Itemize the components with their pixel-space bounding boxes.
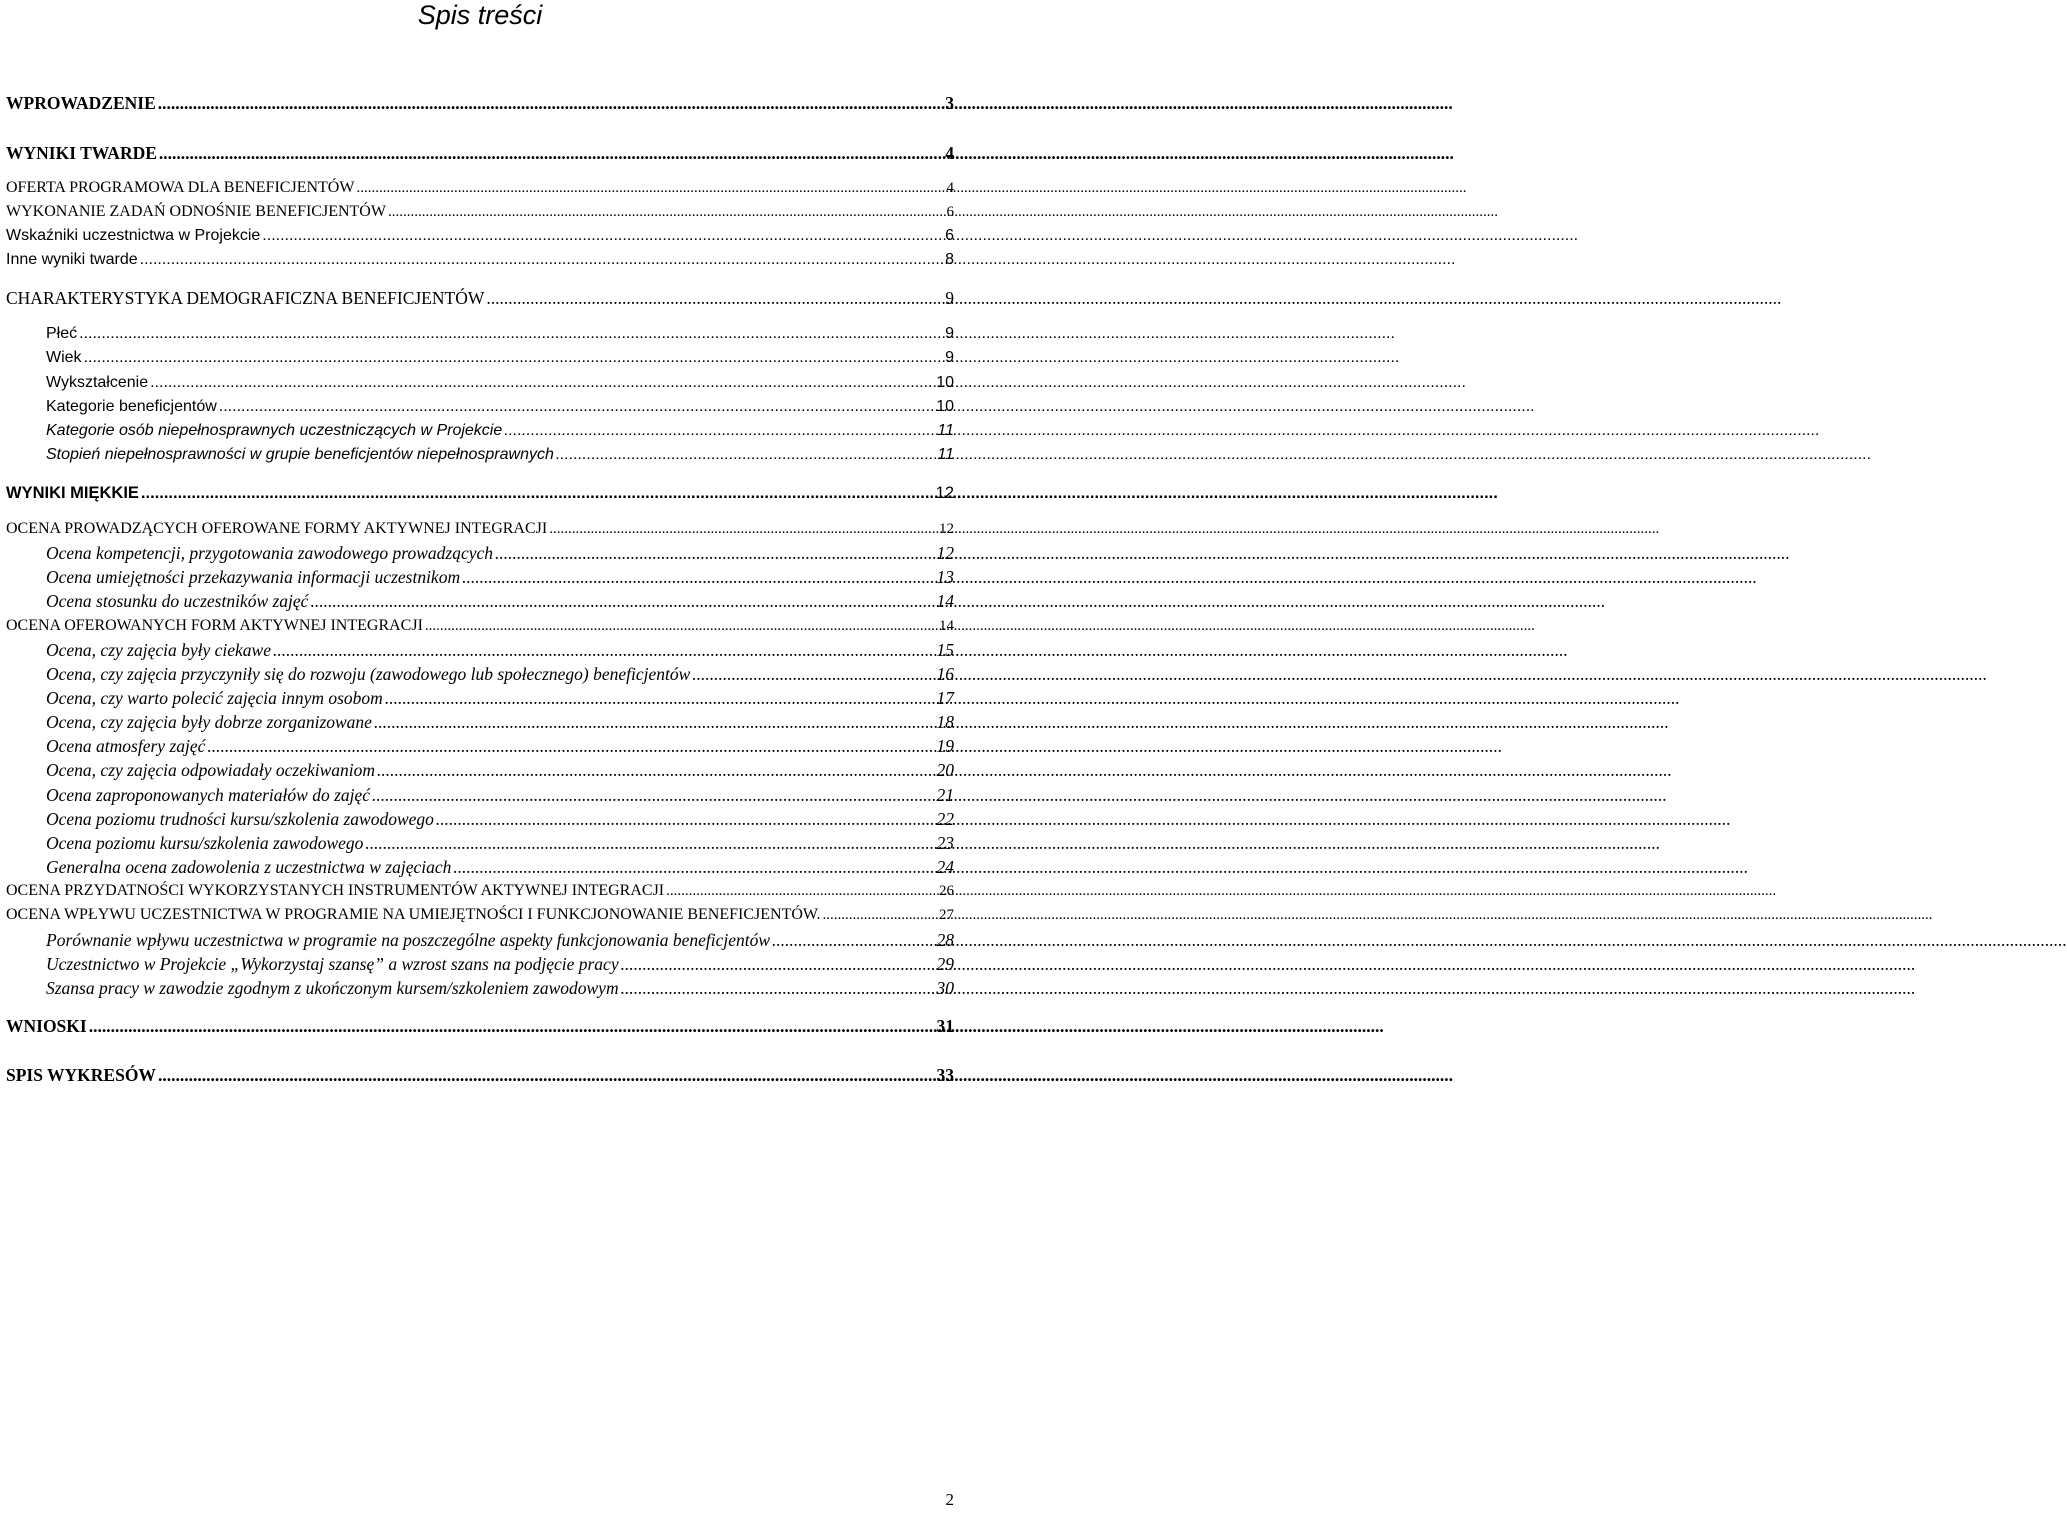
toc-entry-title: Kategorie beneficjentów	[46, 398, 217, 415]
toc-entry-page: 9	[945, 288, 954, 308]
dot-leader	[310, 590, 934, 612]
toc-entry-ocena-umiejetnosci-przekazywania[interactable]	[46, 566, 954, 588]
dot-leader	[772, 929, 934, 951]
toc-entry-page: 9	[945, 325, 954, 342]
page-number: 2	[945, 1490, 954, 1509]
toc-entry-title: Ocena, czy zajęcia były ciekawe	[46, 640, 271, 660]
toc-entry-page: 23	[936, 833, 954, 853]
toc-entry-page: 10	[936, 398, 954, 415]
toc-entry-page: 4	[945, 143, 954, 163]
toc-entry-page: 12	[935, 484, 954, 502]
dot-leader	[207, 735, 934, 757]
toc-entry-page: 4	[946, 180, 954, 196]
toc-entry-title: Generalna ocena zadowolenia z uczestnictwa w zajęciach	[46, 857, 452, 877]
toc-entry-title: Płeć	[46, 325, 78, 342]
dot-leader	[158, 92, 944, 114]
dot-leader	[462, 566, 934, 588]
toc-entry-title: WPROWADZENIE	[6, 93, 156, 113]
toc-entry-page: 12	[939, 521, 954, 537]
toc-entry-page: 19	[936, 736, 954, 756]
toc-entry-title: WYNIKI MIĘKKIE	[6, 484, 139, 502]
dot-leader	[365, 832, 934, 854]
dot-leader	[504, 420, 935, 442]
toc-entry-title: WNIOSKI	[6, 1016, 87, 1036]
toc-entry-wykonanie-zadan[interactable]	[6, 201, 954, 223]
toc-entry-poziom-trudnosci[interactable]	[46, 808, 954, 830]
toc-entry-zajecia-rozwoj[interactable]	[46, 663, 954, 685]
toc-entry-page: 12	[936, 543, 954, 563]
toc-entry-page: 33	[936, 1065, 954, 1085]
toc-entry-stopien-niepelnosprawnosci[interactable]	[46, 444, 954, 466]
dot-leader	[356, 177, 944, 199]
toc-entry-title: OFERTA PROGRAMOWA DLA BENEFICJENTÓW	[6, 179, 355, 196]
toc-entry-page: 28	[936, 930, 954, 950]
dot-leader	[388, 201, 945, 223]
toc-entry-title: Inne wyniki twarde	[6, 251, 138, 268]
toc-entry-title: OCENA WPŁYWU UCZESTNICTWA W PROGRAMIE NA UMIEJĘTNOŚCI I FUNKCJONOWANIE BENEFICJENTÓW.	[6, 906, 821, 923]
toc-entry-inne-wyniki-twarde[interactable]	[6, 249, 954, 271]
toc-entry-kategorie-osob-niepelnosprawnych[interactable]	[46, 420, 954, 442]
toc-entry-title: Ocena umiejętności przekazywania informacji uczestnikom	[46, 567, 461, 587]
toc-entry-title: OCENA PROWADZĄCYCH OFEROWANE FORMY AKTYWNEJ INTEGRACJI	[6, 520, 548, 537]
toc-entry-title: Szansa pracy w zawodzie zgodnym z ukończonym kursem/szkoleniem zawodowym	[46, 978, 619, 998]
toc-entry-dobrze-zorganizowane[interactable]	[46, 711, 954, 733]
toc-entry-title: CHARAKTERYSTYKA DEMOGRAFICZNA BENEFICJENTÓW	[6, 288, 485, 308]
dot-leader	[556, 444, 936, 466]
toc-entry-wyksztalcenie[interactable]	[46, 372, 954, 394]
toc-entry-page: 16	[936, 664, 954, 684]
dot-leader	[823, 904, 937, 926]
toc-entry-wnioski[interactable]	[6, 1015, 954, 1037]
toc-entry-page: 29	[936, 954, 954, 974]
toc-entry-ocena-prowadzacych[interactable]	[6, 518, 954, 540]
toc-entry-page: 11	[937, 422, 954, 439]
dot-leader	[150, 372, 934, 394]
toc-entry-charakterystyka-demograficzna[interactable]	[6, 287, 954, 309]
dot-leader	[372, 784, 934, 806]
dot-leader	[621, 977, 935, 999]
toc-entry-title: Ocena poziomu trudności kursu/szkolenia zawodowego	[46, 809, 434, 829]
toc-entry-plec[interactable]	[46, 323, 954, 345]
toc-entry-page: 26	[939, 883, 954, 899]
dot-leader	[486, 287, 943, 309]
toc-entry-title: Ocena atmosfery zajęć	[46, 736, 206, 756]
toc-entry-zajecia-ciekawe[interactable]	[46, 639, 954, 661]
dot-leader	[621, 953, 935, 975]
toc-entry-warto-polecic[interactable]	[46, 687, 954, 709]
dot-leader	[549, 518, 937, 540]
toc-entry-title: Kategorie osób niepełnosprawnych uczestniczących w Projekcie	[46, 422, 503, 439]
toc-entry-title: SPIS WYKRESÓW	[6, 1065, 156, 1085]
toc-entry-page: 31	[936, 1016, 954, 1036]
toc-entry-title: Ocena poziomu kursu/szkolenia zawodowego	[46, 833, 364, 853]
dot-leader	[262, 225, 943, 247]
toc-entry-page: 9	[945, 349, 954, 366]
toc-entry-uczestnictwo-w-projekcie[interactable]	[46, 953, 954, 975]
toc-entry-oferta-programowa[interactable]	[6, 177, 954, 199]
table-of-contents	[0, 0, 960, 1513]
toc-entry-title: Ocena kompetencji, przygotowania zawodowego prowadzących	[46, 543, 493, 563]
toc-entry-materialy[interactable]	[46, 784, 954, 806]
dot-leader	[666, 880, 937, 902]
toc-entry-page: 17	[936, 688, 954, 708]
dot-leader	[495, 542, 935, 564]
toc-entry-wprowadzenie[interactable]	[6, 92, 954, 114]
dot-leader	[89, 1015, 935, 1037]
toc-entry-title: Porównanie wpływu uczestnictwa w programie na poszczególne aspekty funkcjonowania beneficjentów	[46, 930, 771, 950]
toc-entry-odpowiadaly-oczekiwaniom[interactable]	[46, 759, 954, 781]
toc-entry-title: Ocena, czy warto polecić zajęcia innym osobom	[46, 688, 383, 708]
dot-leader	[385, 687, 935, 709]
toc-entry-title: Ocena, czy zajęcia przyczyniły się do rozwoju (zawodowego lub społecznego) beneficjentów	[46, 664, 691, 684]
toc-entry-title: OCENA OFEROWANYCH FORM AKTYWNEJ INTEGRACJI	[6, 617, 423, 634]
toc-entry-porownanie-wplywu[interactable]	[46, 929, 954, 951]
dot-leader	[79, 323, 943, 345]
dot-leader	[377, 759, 934, 781]
toc-entry-page: 6	[945, 227, 954, 244]
toc-entry-wyniki-twarde[interactable]	[6, 142, 954, 164]
toc-entry-ocena-stosunku[interactable]	[46, 590, 954, 612]
toc-entry-page: 11	[937, 446, 954, 463]
toc-entry-wyniki-miekkie[interactable]	[6, 482, 954, 504]
dot-leader	[141, 482, 934, 504]
dot-leader	[436, 808, 935, 830]
toc-entry-title: Wskaźniki uczestnictwa w Projekcie	[6, 227, 261, 244]
dot-leader	[425, 615, 937, 637]
toc-entry-szansa-pracy[interactable]	[46, 977, 954, 999]
toc-entry-page: 30	[936, 978, 954, 998]
dot-leader	[219, 396, 934, 418]
toc-entry-title: OCENA PRZYDATNOŚCI WYKORZYSTANYCH INSTRUMENTÓW AKTYWNEJ INTEGRACJI	[6, 882, 665, 899]
toc-entry-ocena-kompetencji[interactable]	[46, 542, 954, 564]
toc-entry-page: 14	[936, 591, 954, 611]
toc-entry-title: Ocena, czy zajęcia były dobrze zorganizowane	[46, 712, 372, 732]
toc-entry-page: 8	[945, 251, 954, 268]
dot-leader	[273, 639, 935, 661]
toc-entry-poziom-kursu[interactable]	[46, 832, 954, 854]
toc-entry-page: 13	[936, 567, 954, 587]
toc-entry-title: Wykształcenie	[46, 374, 149, 391]
toc-entry-kategorie-beneficjentow[interactable]	[46, 396, 954, 418]
toc-entry-page: 3	[945, 93, 954, 113]
toc-entry-title: Wiek	[46, 349, 82, 366]
dot-leader	[453, 856, 934, 878]
page-title: Spis treści	[417, 0, 543, 30]
toc-entry-ocena-oferowanych-form[interactable]	[6, 615, 954, 637]
toc-entry-page: 24	[936, 857, 954, 877]
toc-entry-page: 21	[936, 785, 954, 805]
toc-entry-title: Ocena stosunku do uczestników zajęć	[46, 591, 309, 611]
toc-entry-page: 27	[939, 907, 954, 923]
dot-leader	[84, 347, 944, 369]
toc-entry-page: 22	[936, 809, 954, 829]
toc-entry-page: 18	[936, 712, 954, 732]
toc-entry-page: 20	[936, 760, 954, 780]
toc-entry-title: Ocena zaproponowanych materiałów do zajęć	[46, 785, 371, 805]
dot-leader	[159, 142, 943, 164]
dot-leader	[692, 663, 934, 685]
toc-entry-wiek[interactable]	[46, 347, 954, 369]
dot-leader	[374, 711, 935, 733]
dot-leader	[158, 1064, 935, 1086]
toc-entry-spis-wykresow[interactable]	[6, 1064, 954, 1086]
toc-entry-title: Ocena, czy zajęcia odpowiadały oczekiwaniom	[46, 760, 376, 780]
toc-entry-wskazniki-uczestnictwa[interactable]	[6, 225, 954, 247]
toc-entry-ocena-przydatnosci[interactable]	[6, 880, 954, 902]
toc-entry-page: 15	[936, 640, 954, 660]
toc-entry-ocena-wplywu[interactable]	[6, 904, 954, 926]
dot-leader	[140, 249, 943, 271]
toc-entry-title: WYKONANIE ZADAŃ ODNOŚNIE BENEFICJENTÓW	[6, 203, 386, 220]
toc-entry-ocena-atmosfery[interactable]	[46, 735, 954, 757]
toc-entry-title: WYNIKI TWARDE	[6, 143, 157, 163]
toc-entry-title: Uczestnictwo w Projekcie „Wykorzystaj szansę” a wzrost szans na podjęcie pracy	[46, 954, 619, 974]
toc-entry-generalna-ocena[interactable]	[46, 856, 954, 878]
toc-entry-page: 10	[936, 374, 954, 391]
toc-entry-page: 14	[939, 618, 954, 634]
toc-entry-page: 6	[946, 204, 954, 220]
toc-entry-title: Stopień niepełnosprawności w grupie beneficjentów niepełnosprawnych	[46, 446, 554, 463]
